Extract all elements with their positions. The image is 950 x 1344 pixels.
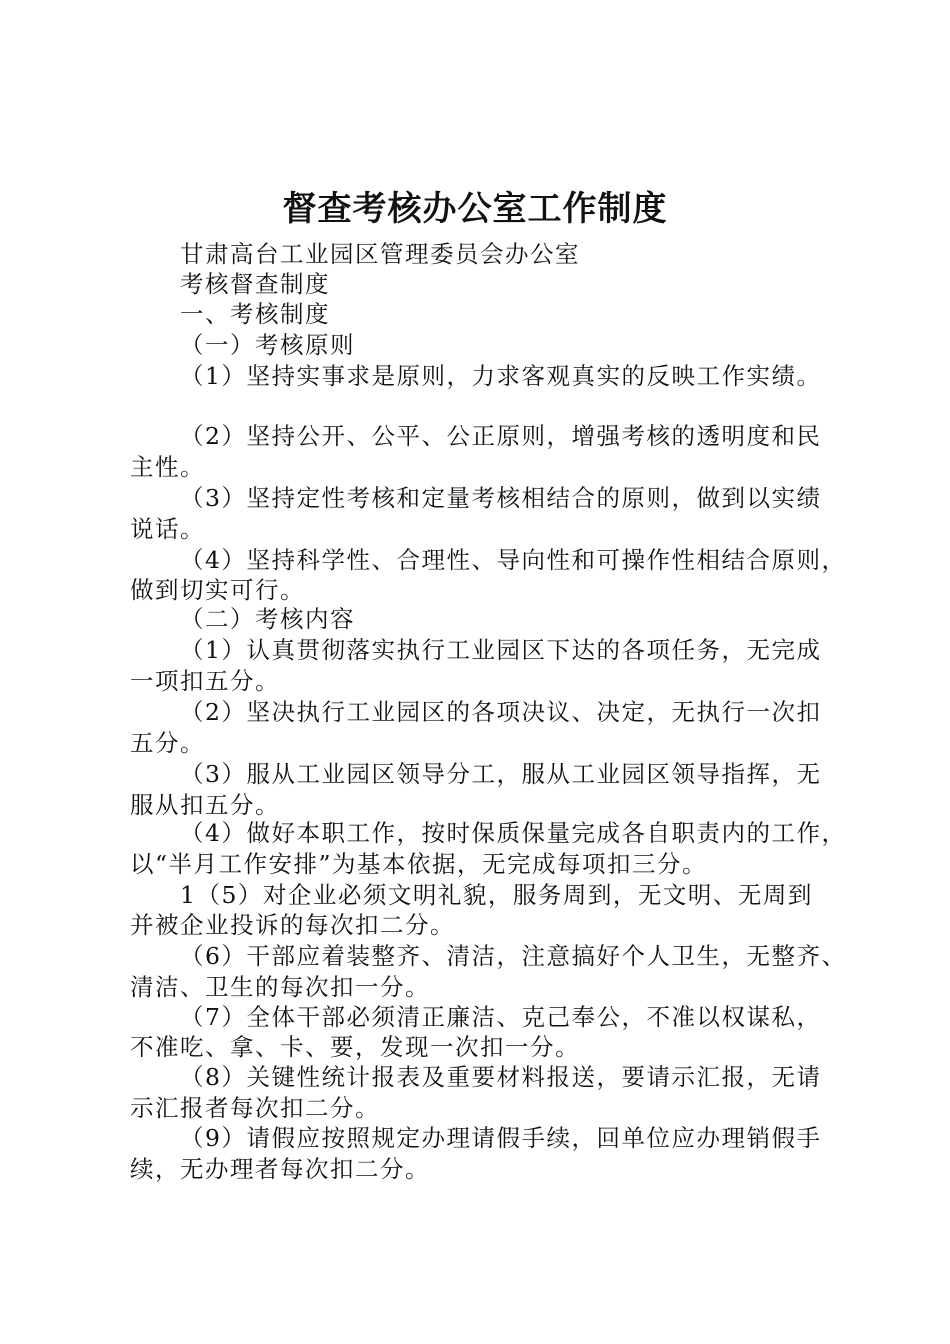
subtitle-line: 考核督查制度 bbox=[180, 270, 330, 298]
paragraph-line: （6）干部应着装整齐、清洁，注意搞好个人卫生，无整齐、 bbox=[180, 942, 847, 970]
paragraph-line: （3）坚持定性考核和定量考核相结合的原则，做到以实绩 bbox=[180, 484, 822, 512]
paragraph-line: （2）坚决执行工业园区的各项决议、决定，无执行一次扣 bbox=[180, 698, 822, 726]
subsection-heading: （一）考核原则 bbox=[180, 331, 355, 359]
org-line: 甘肃高台工业园区管理委员会办公室 bbox=[180, 240, 580, 268]
paragraph-line: 以“半月工作安排”为基本依据，无完成每项扣三分。 bbox=[130, 850, 708, 878]
paragraph-line: 续，无办理者每次扣二分。 bbox=[130, 1155, 430, 1183]
subsection-heading: （二）考核内容 bbox=[180, 605, 355, 633]
paragraph-line: 五分。 bbox=[130, 729, 205, 757]
paragraph-line: （1）认真贯彻落实执行工业园区下达的各项任务，无完成 bbox=[180, 636, 822, 664]
paragraph-line: （9）请假应按照规定办理请假手续，回单位应办理销假手 bbox=[180, 1124, 822, 1152]
paragraph-line: （2）坚持公开、公平、公正原则，增强考核的透明度和民 bbox=[180, 422, 822, 450]
paragraph-line: 主性。 bbox=[130, 453, 205, 481]
paragraph-line: 一项扣五分。 bbox=[130, 667, 280, 695]
paragraph-line: 服从扣五分。 bbox=[130, 791, 280, 819]
paragraph-line: 示汇报者每次扣二分。 bbox=[130, 1094, 380, 1122]
paragraph-line: （4）坚持科学性、合理性、导向性和可操作性相结合原则， bbox=[180, 546, 847, 574]
paragraph-line: 说话。 bbox=[130, 515, 205, 543]
paragraph-line: 并被企业投诉的每次扣二分。 bbox=[130, 911, 455, 939]
document-title: 督查考核办公室工作制度 bbox=[282, 189, 668, 229]
paragraph-line: 1（5）对企业必须文明礼貌，服务周到，无文明、无周到 bbox=[180, 881, 813, 909]
paragraph-line: （1）坚持实事求是原则，力求客观真实的反映工作实绩。 bbox=[180, 362, 822, 390]
paragraph-line: 清洁、卫生的每次扣一分。 bbox=[130, 973, 430, 1001]
paragraph-line: 不准吃、拿、卡、要，发现一次扣一分。 bbox=[130, 1033, 580, 1061]
paragraph-line: （4）做好本职工作，按时保质保量完成各自职责内的工作， bbox=[180, 819, 847, 847]
paragraph-line: 做到切实可行。 bbox=[130, 576, 305, 604]
section-heading: 一、考核制度 bbox=[180, 300, 330, 328]
paragraph-line: （3）服从工业园区领导分工，服从工业园区领导指挥，无 bbox=[180, 760, 822, 788]
paragraph-line: （7）全体干部必须清正廉洁、克己奉公，不准以权谋私， bbox=[180, 1003, 822, 1031]
paragraph-line: （8）关键性统计报表及重要材料报送，要请示汇报，无请 bbox=[180, 1063, 822, 1091]
